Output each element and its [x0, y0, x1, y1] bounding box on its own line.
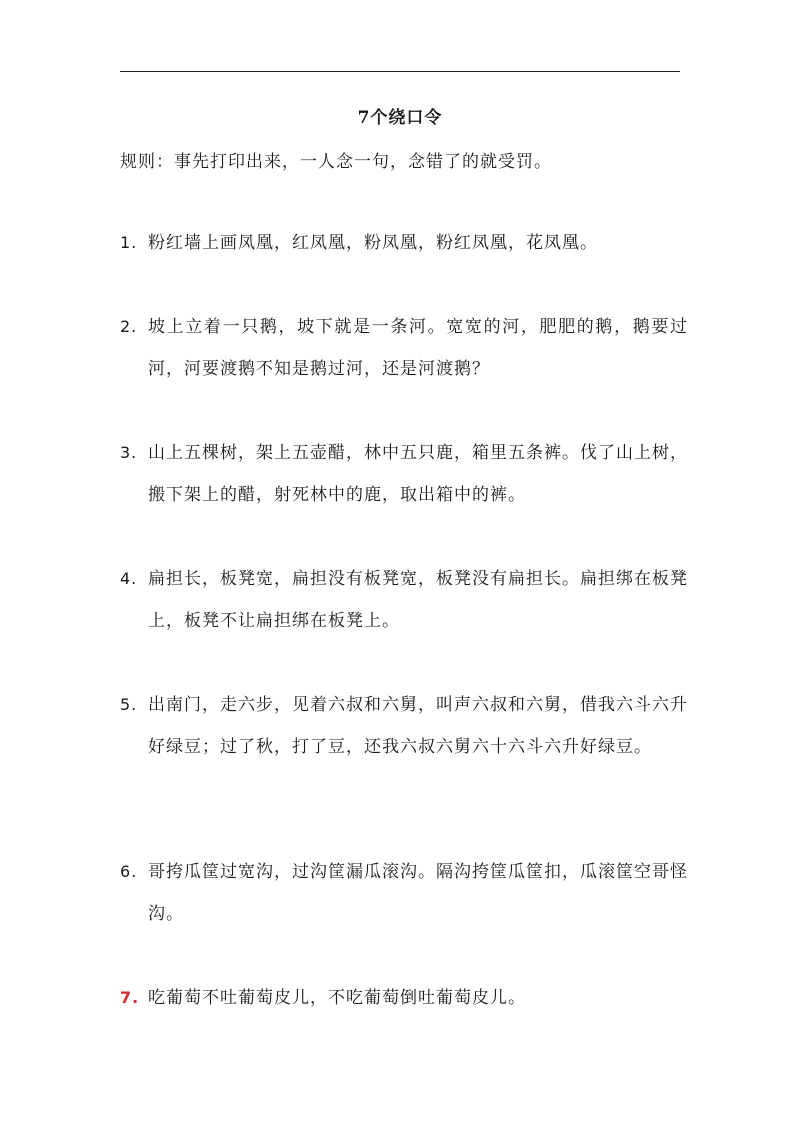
- tongue-twister-item-2: [120, 306, 688, 390]
- document-title: 7个绕口令: [357, 108, 443, 128]
- item-number: 2.: [120, 317, 138, 336]
- item-text: 扁担长，板凳宽，扁担没有板凳宽，板凳没有扁担长。扁担绑在板凳上，板凳不让扁担绑在板凳上。: [148, 569, 688, 631]
- header-rule: [120, 71, 680, 72]
- item-number: 5.: [120, 695, 138, 714]
- item-text: 出南门，走六步，见着六叔和六舅，叫声六叔和六舅，借我六斗六升好绿豆；过了秋，打了豆，还我六叔六舅六十六斗六升好绿豆。: [148, 695, 688, 757]
- item-text: 山上五棵树，架上五壶醋，林中五只鹿，箱里五条裤。伐了山上树，搬下架上的醋，射死林中的鹿，取出箱中的裤。: [148, 443, 688, 505]
- tongue-twister-item-5: [120, 684, 688, 768]
- tongue-twister-item-7: [120, 977, 688, 1019]
- item-text: 吃葡萄不吐葡萄皮儿，不吃葡萄倒吐葡萄皮儿。: [148, 988, 526, 1008]
- item-number: 1.: [120, 233, 138, 252]
- item-number: 4.: [120, 569, 138, 588]
- rules-paragraph: 规则：事先打印出来，一人念一句，念错了的就受罚。: [120, 152, 552, 172]
- item-text: 坡上立着一只鹅，坡下就是一条河。宽宽的河，肥肥的鹅，鹅要过河，河要渡鹅不知是鹅过河，还是河渡鹅？: [148, 317, 688, 379]
- item-text: 哥挎瓜筐过宽沟，过沟筐漏瓜滚沟。隔沟挎筐瓜筐扣，瓜滚筐空哥怪沟。: [148, 862, 688, 924]
- tongue-twister-item-6: [120, 851, 688, 935]
- tongue-twister-item-3: [120, 432, 688, 516]
- tongue-twister-item-4: [120, 558, 688, 642]
- tongue-twister-item-1: [120, 222, 688, 264]
- item-number: 6.: [120, 862, 138, 881]
- item-text: 粉红墙上画凤凰，红凤凰，粉凤凰，粉红凤凰，花凤凰。: [148, 233, 598, 253]
- item-number: 3.: [120, 443, 138, 462]
- item-number-highlighted: 7.: [120, 988, 140, 1007]
